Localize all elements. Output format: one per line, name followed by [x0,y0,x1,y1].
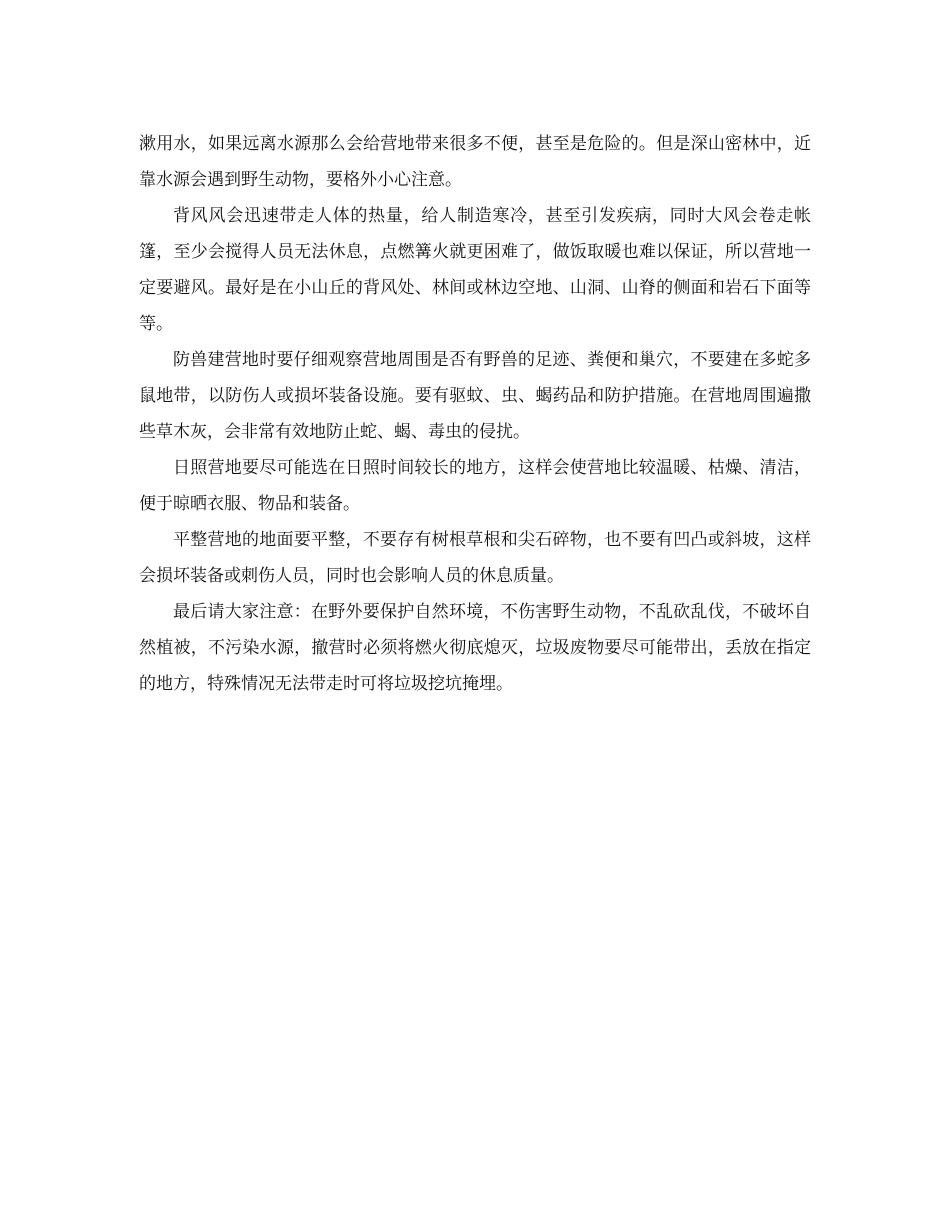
paragraph-flat-ground: 平整营地的地面要平整，不要存有树根草根和尖石碎物，也不要有凹凸或斜坡，这样会损坏装备或刺伤人员，同时也会影响人员的休息质量。 [139,530,811,586]
paragraph-sunlight: 日照营地要尽可能选在日照时间较长的地方，这样会使营地比较温暖、枯燥、清洁，便于晾晒衣服、物品和装备。 [139,458,811,514]
paragraph-windbreak: 背风风会迅速带走人体的热量，给人制造寒冷，甚至引发疾病，同时大风会卷走帐篷，至少会搅得人员无法休息，点燃篝火就更困难了，做饭取暖也难以保证，所以营地一定要避风。最好是在小山丘的背风处、林间或林边空地、山洞、山脊的侧面和岩石下面等等。 [139,206,811,334]
paragraph-water-continued: 漱用水，如果远离水源那么会给营地带来很多不便，甚至是危险的。但是深山密林中，近靠水源会遇到野生动物，要格外小心注意。 [139,134,811,190]
body-text [139,126,811,702]
paragraph-final-notes: 最后请大家注意：在野外要保护自然环境，不伤害野生动物，不乱砍乱伐，不破坏自然植被，不污染水源，撤营时必须将燃火彻底熄灭，垃圾废物要尽可能带出，丢放在指定的地方，特殊情况无法带走时可将垃圾挖坑掩埋。 [139,602,811,694]
paragraph-animal-protection: 防兽建营地时要仔细观察营地周围是否有野兽的足迹、粪便和巢穴，不要建在多蛇多鼠地带，以防伤人或损坏装备设施。要有驱蚊、虫、蝎药品和防护措施。在营地周围遍撒些草木灰，会非常有效地防止蛇、蝎、毒虫的侵扰。 [139,350,811,442]
